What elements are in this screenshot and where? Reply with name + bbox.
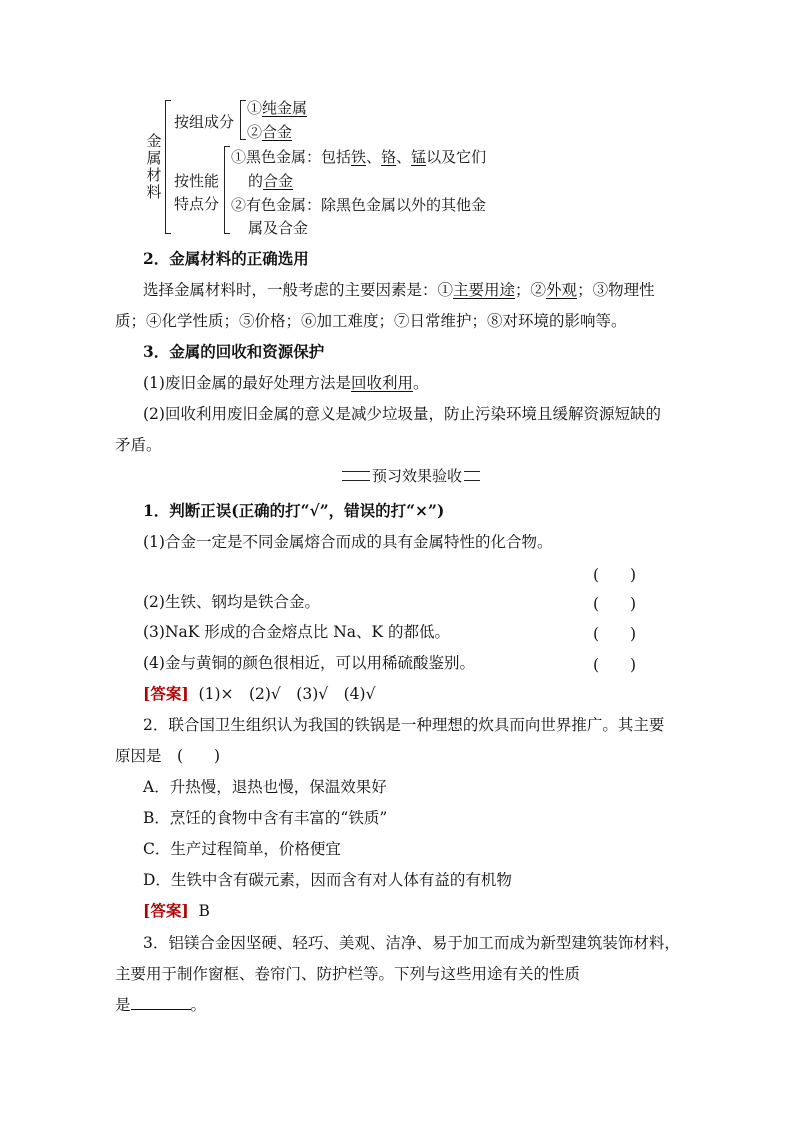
branch2-label-line1: 按性能	[174, 172, 220, 190]
text: 。	[412, 374, 429, 392]
answer-text: (1)× (2)√ (3)√ (4)√	[198, 685, 376, 703]
answer-label: [答案]	[143, 901, 189, 920]
q1-item4: (4)金与黄铜的颜色很相近，可以用稀硫酸鉴别。	[143, 654, 475, 672]
section2-heading: 2．金属材料的正确选用	[143, 249, 309, 268]
branch1-item1	[247, 97, 307, 118]
tree-root-label: 金属材料	[146, 132, 162, 201]
q3-stem-line1: 3．铝镁合金因坚硬、轻巧、美观、洁净、易于加工而成为新型建筑装饰材料，	[143, 934, 680, 952]
q1-item1-answer-blank[interactable]: ( )	[593, 566, 637, 584]
iron-text: 铁	[351, 148, 367, 166]
text: (1)废旧金属的最好处理方法是	[143, 374, 351, 392]
branch1-label: 按组成分	[174, 113, 235, 131]
q2-option-d[interactable]: D．生铁中含有碳元素，因而含有对人体有益的有机物	[143, 871, 512, 889]
ferrous-metal-line1	[231, 146, 486, 167]
text: ；③物理性	[577, 281, 655, 299]
section-title-banner	[342, 466, 480, 486]
ferrous-metal-line2	[248, 170, 293, 191]
q2-option-b[interactable]: B．烹饪的食物中含有丰富的“铁质”	[143, 809, 388, 827]
section2-para-line1	[143, 280, 655, 300]
branch1-brace	[240, 100, 246, 140]
appearance-text: 外观	[546, 281, 578, 299]
nonferrous-metal-line2: 属及合金	[248, 219, 309, 237]
section2-para-line2: 质；④化学性质；⑤价格；⑥加工难度；⑦日常维护；⑧对环境的影响等。	[115, 312, 627, 330]
q1-item1: (1)合金一定是不同金属熔合而成的具有金属特性的化合物。	[143, 533, 553, 551]
q2-stem-line2: 原因是 ( )	[115, 747, 221, 765]
text: ：包括	[306, 148, 352, 166]
section3-para2-line1: (2)回收利用废旧金属的意义是减少垃圾量，防止污染环境且缓解资源短缺的	[143, 405, 661, 423]
branch2-brace	[224, 146, 230, 234]
q1-item2-answer-blank[interactable]: ( )	[593, 595, 637, 613]
section3-para2-line2: 矛盾。	[115, 436, 162, 454]
q2-stem-line1: 2．联合国卫生组织认为我国的铁锅是一种理想的炊具而向世界推广。其主要	[143, 716, 665, 734]
main-use-text: 主要用途	[453, 281, 516, 299]
section3-heading: 3．金属的回收和资源保护	[143, 342, 325, 361]
branch2-label-line2: 特点分	[174, 195, 220, 213]
item-number: ②	[247, 123, 263, 141]
ferrous-metal-term: 黑色金属	[246, 148, 307, 166]
nonferrous-metal-term: 有色金属	[246, 196, 307, 214]
root-brace	[165, 100, 171, 234]
section3-para1	[143, 373, 429, 393]
q1-item3: (3)NaK 形成的合金熔点比 Na、K 的都低。	[143, 623, 451, 641]
q3-stem-line2: 主要用于制作窗框、卷帘门、防护栏等。下列与这些用途有关的性质	[115, 965, 581, 983]
item-number: ①	[247, 99, 263, 117]
text: 以及它们	[426, 148, 487, 166]
alloy-text: 合金	[262, 123, 293, 141]
item-number: ②	[231, 196, 247, 214]
q2-answer	[143, 901, 210, 921]
q3-stem-line3	[115, 995, 206, 1015]
nonferrous-metal-line1	[231, 194, 486, 215]
q1-answer	[143, 684, 375, 704]
text: 选择金属材料时，一般考虑的主要因素是：①	[143, 281, 454, 299]
text: 是	[115, 996, 131, 1014]
recycle-text: 回收利用	[350, 374, 413, 392]
chromium-text: 铬	[381, 148, 397, 166]
q1-item4-answer-blank[interactable]: ( )	[593, 656, 637, 674]
text: ；②	[515, 281, 547, 299]
text: 的	[248, 172, 264, 190]
text: 。	[190, 996, 207, 1014]
separator: 、	[366, 148, 382, 166]
item-number: ①	[231, 148, 247, 166]
q2-option-c[interactable]: C．生产过程简单，价格便宜	[143, 840, 341, 858]
fill-in-blank[interactable]	[131, 995, 191, 1010]
answer-text: B	[198, 902, 210, 920]
manganese-text: 锰	[411, 148, 427, 166]
q1-item2: (2)生铁、钢均是铁合金。	[143, 593, 320, 611]
answer-label: [答案]	[143, 684, 189, 703]
q1-item3-answer-blank[interactable]: ( )	[593, 625, 637, 643]
branch1-item2	[247, 121, 292, 142]
q1-heading: 1．判断正误(正确的打“√”，错误的打“×”)	[143, 501, 445, 520]
q2-option-a[interactable]: A．升热慢，退热也慢，保温效果好	[143, 778, 387, 796]
text: ：除黑色金属以外的其他金	[306, 196, 487, 214]
pure-metal-text: 纯金属	[262, 99, 308, 117]
section-title-text: 预习效果验收	[372, 467, 463, 485]
alloy-text: 合金	[263, 172, 294, 190]
separator: 、	[396, 148, 412, 166]
